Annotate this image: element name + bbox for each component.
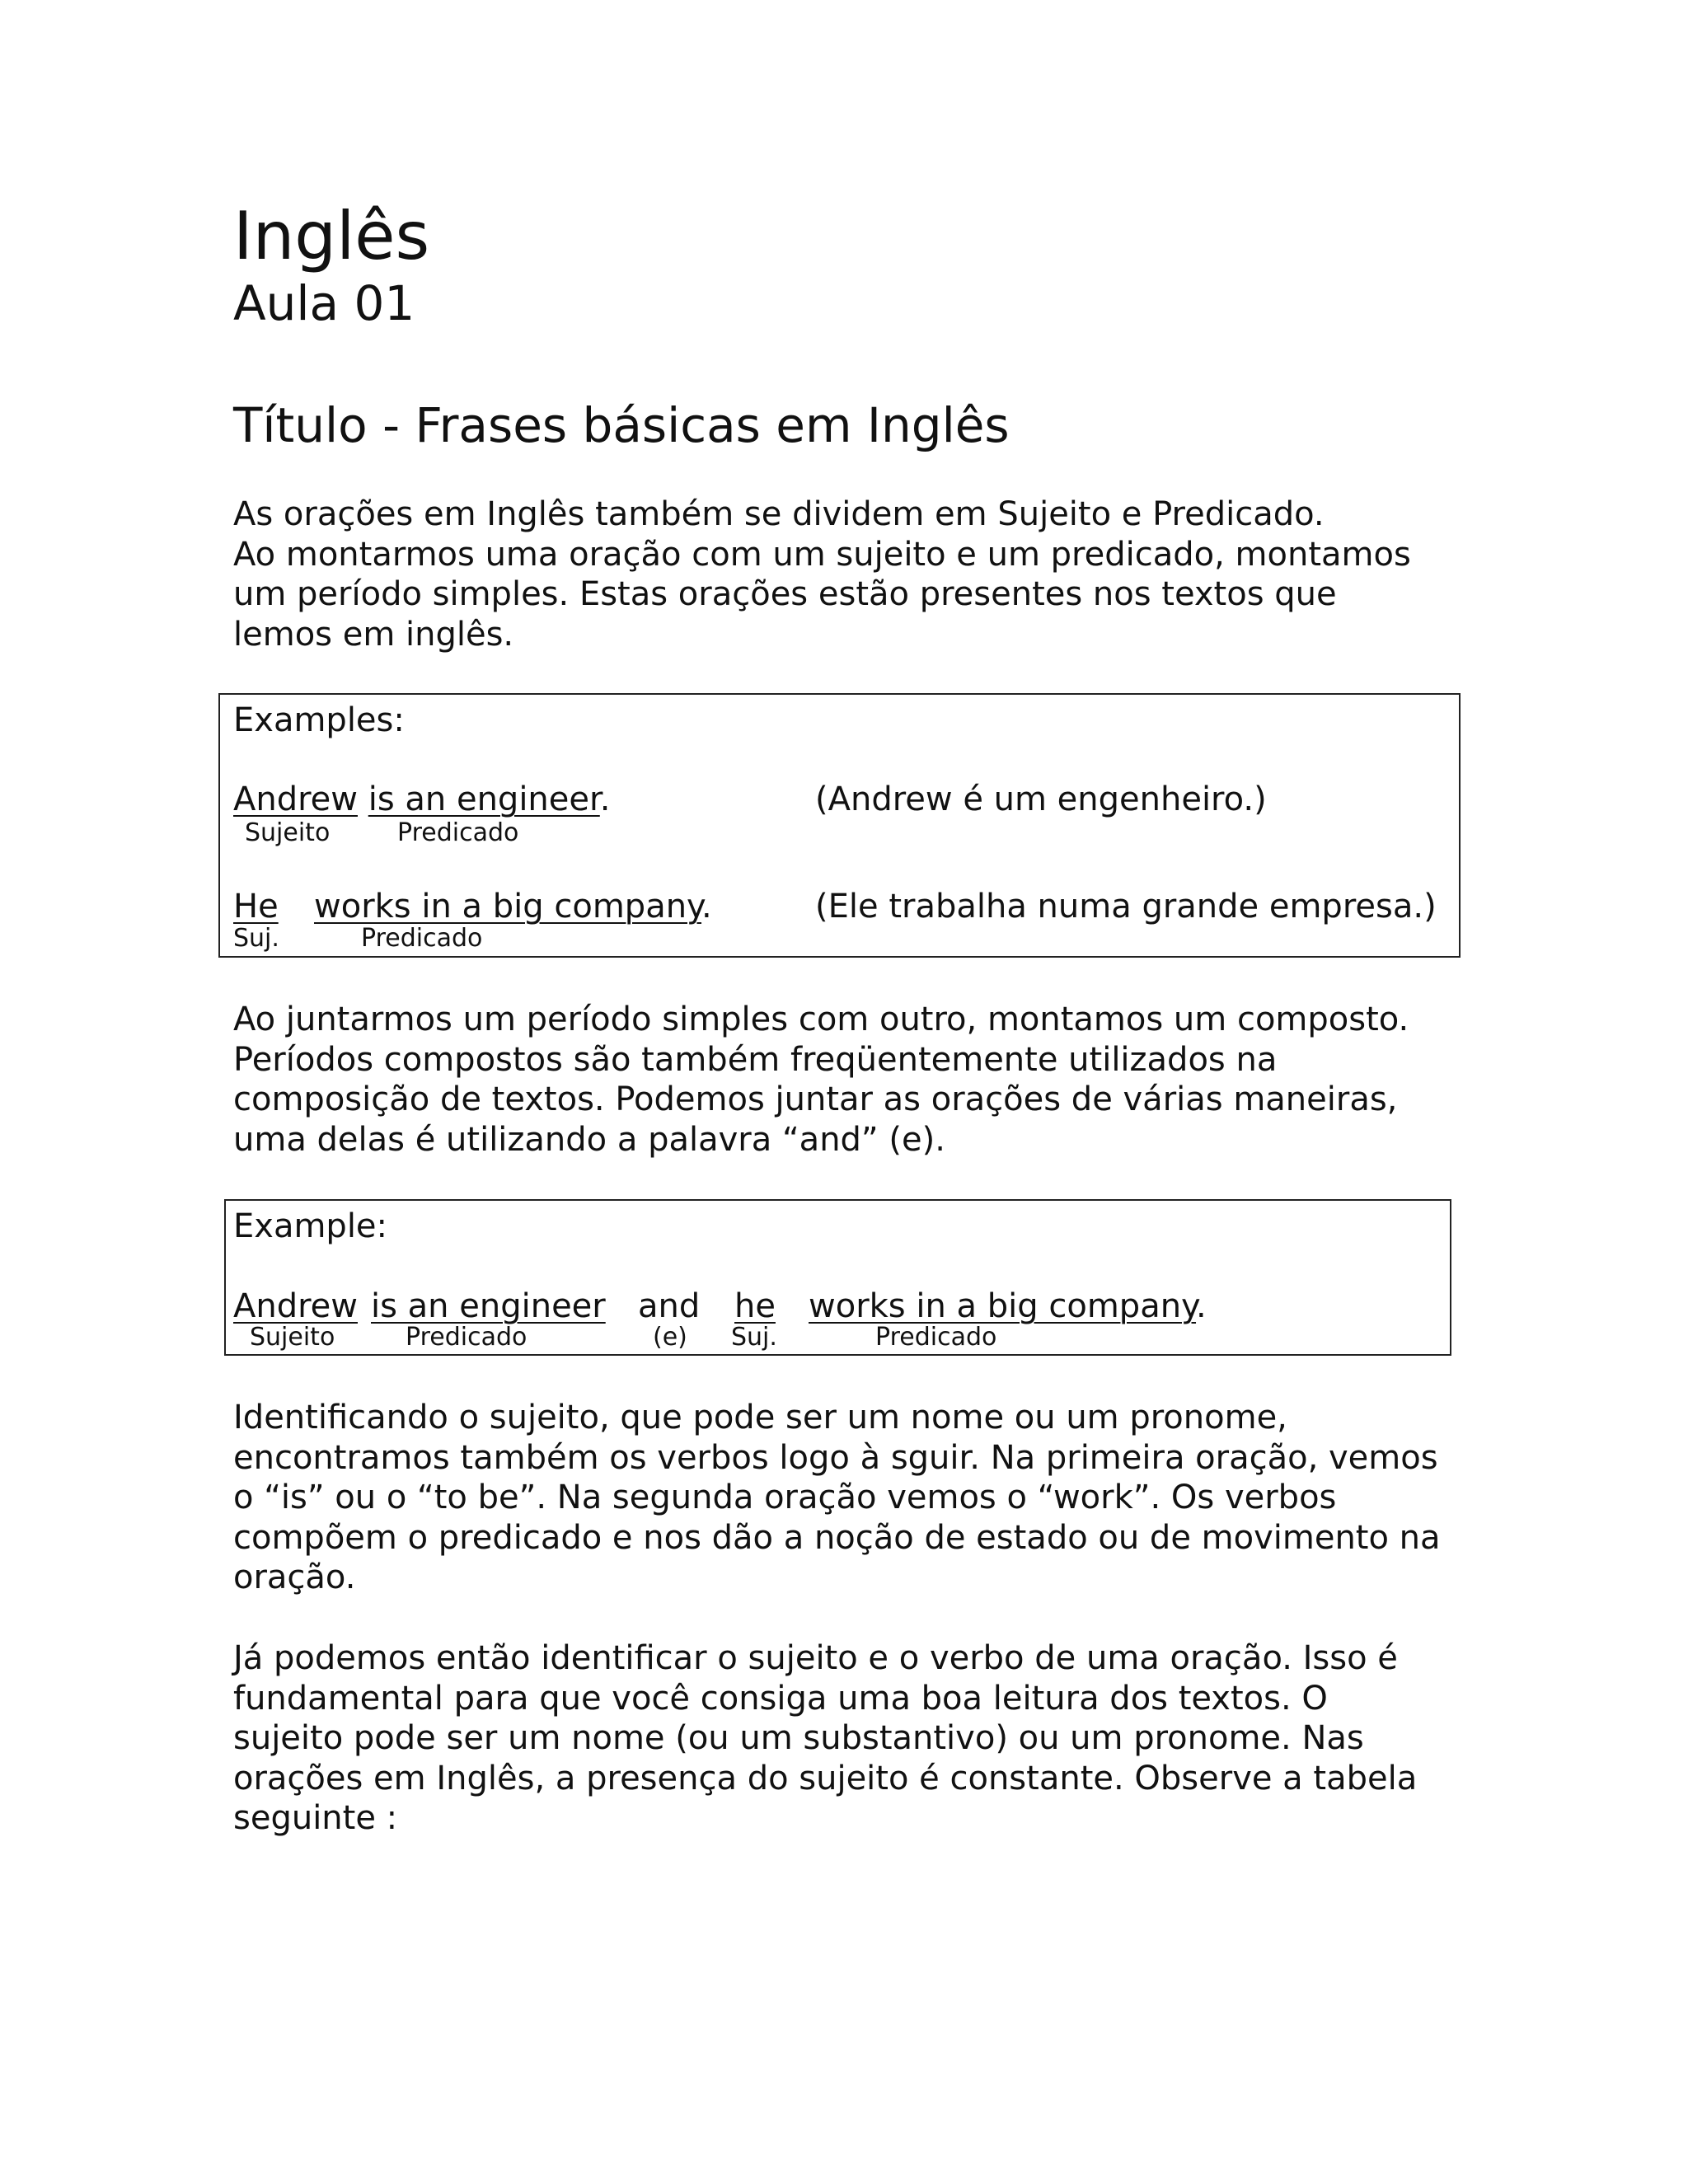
examples-heading: Examples:	[233, 701, 405, 739]
paragraph-line: Períodos compostos são também freqüentemente utilizados na	[233, 1040, 1278, 1079]
paragraph-line: sujeito pode ser um nome (ou um substantivo) ou um pronome. Nas	[233, 1719, 1364, 1757]
compound-example-heading: Example:	[233, 1207, 388, 1245]
compound-predicate1: is an engineer	[371, 1287, 606, 1325]
lesson-subtitle: Aula 01	[233, 275, 415, 331]
paragraph-line: seguinte :	[233, 1799, 398, 1837]
paragraph-line: Ao juntarmos um período simples com outro, montamos um composto.	[233, 1001, 1409, 1038]
example1-predicate-label: Predicado	[397, 818, 519, 847]
paragraph-line: composição de textos. Podemos juntar as orações de várias maneiras,	[233, 1080, 1398, 1118]
example1-subject: Andrew	[233, 780, 358, 818]
paragraph-line: orações em Inglês, a presença do sujeito é constante. Observe a tabela	[233, 1759, 1418, 1797]
compound-period: .	[1196, 1287, 1207, 1325]
paragraph-line: As orações em Inglês também se dividem em Sujeito e Predicado.	[233, 495, 1325, 533]
paragraph-line: oração.	[233, 1558, 356, 1596]
paragraph-line: Identificando o sujeito, que pode ser um nome ou um pronome,	[233, 1399, 1287, 1436]
section-heading: Título - Frases básicas em Inglês	[233, 397, 1010, 453]
example1-period: .	[599, 780, 611, 818]
compound-subject1: Andrew	[233, 1287, 358, 1325]
examples-box	[218, 693, 1461, 958]
final-paragraph	[233, 1638, 1470, 1839]
example1-translation: (Andrew é um engenheiro.)	[815, 780, 1267, 818]
example1-predicate: is an engineer	[368, 780, 600, 818]
paragraph-line: compõem o predicado e nos dão a noção de estado ou de movimento na	[233, 1518, 1441, 1557]
paragraph-line: Ao montarmos uma oração com um sujeito e um predicado, montamos	[233, 535, 1411, 574]
paragraph-line: fundamental para que você consiga uma boa leitura dos textos. O	[233, 1679, 1328, 1718]
compound-subject2-label: Suj.	[731, 1323, 777, 1352]
example2-predicate-label: Predicado	[361, 924, 483, 953]
compound-subject1-label: Sujeito	[250, 1323, 335, 1352]
paragraph-line: uma delas é utilizando a palavra “and” (e).	[233, 1120, 945, 1159]
example2-subject: He	[233, 888, 279, 926]
verbs-paragraph	[233, 1398, 1470, 1598]
document-title: Inglês	[233, 198, 430, 274]
compound-subject2: he	[734, 1287, 776, 1325]
example1-subject-label: Sujeito	[245, 818, 331, 847]
intro-paragraph	[233, 494, 1470, 654]
compound-predicate2-label: Predicado	[875, 1323, 997, 1352]
example2-period: .	[701, 888, 712, 926]
example1-sentence	[233, 779, 611, 820]
paragraph-line: lemos em inglês.	[233, 615, 514, 654]
example2-translation: (Ele trabalha numa grande empresa.)	[815, 888, 1437, 926]
example2-subject-label: Suj.	[233, 924, 279, 953]
compound-conjunction-label: (e)	[653, 1323, 687, 1352]
compound-conjunction: and	[638, 1287, 701, 1325]
paragraph-line: o “is” ou o “to be”. Na segunda oração vemos o “work”. Os verbos	[233, 1479, 1337, 1516]
compound-example-box	[224, 1199, 1451, 1356]
paragraph-line: um período simples. Estas orações estão presentes nos textos que	[233, 575, 1337, 613]
compound-predicate1-label: Predicado	[406, 1323, 528, 1352]
paragraph-line: Já podemos então identificar o sujeito e o verbo de uma oração. Isso é	[233, 1639, 1398, 1677]
compound-predicate2: works in a big company.	[809, 1287, 1207, 1325]
example2-predicate: works in a big company.	[314, 888, 712, 926]
paragraph-line: encontramos também os verbos logo à sguir. Na primeira oração, vemos	[233, 1438, 1438, 1477]
compound-paragraph	[233, 1000, 1470, 1160]
